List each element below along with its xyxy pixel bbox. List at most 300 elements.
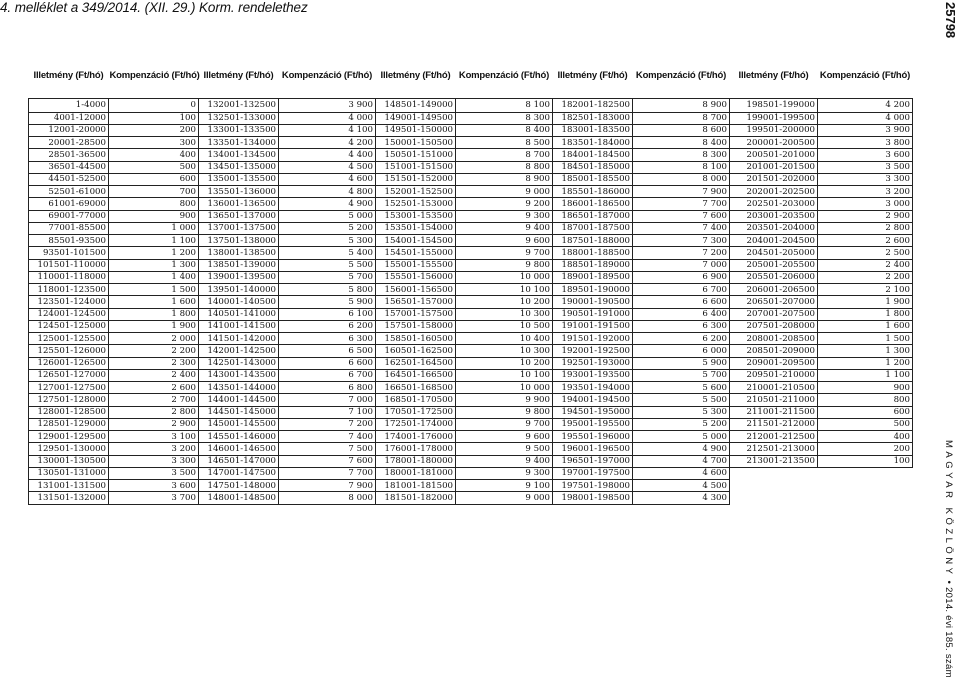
compensation-cell: 8 700 [456, 149, 553, 161]
compensation-cell: 100 [109, 112, 199, 124]
compensation-cell: 2 400 [109, 369, 199, 381]
salary-range-cell: 140501-141000 [199, 308, 279, 320]
salary-range-cell: 186501-187000 [553, 210, 633, 222]
salary-range-cell: 141501-142000 [199, 333, 279, 345]
salary-range-cell: 151001-151500 [376, 161, 456, 173]
salary-range-cell: 182001-182500 [553, 98, 633, 112]
salary-range-cell: 208001-208500 [730, 333, 818, 345]
salary-range-cell: 198501-199000 [730, 98, 818, 112]
compensation-cell: 2 900 [109, 418, 199, 430]
compensation-cell: 8 400 [633, 137, 730, 149]
table-row [29, 308, 913, 320]
compensation-cell: 6 800 [279, 382, 376, 394]
table-row [29, 345, 913, 357]
compensation-cell: 9 300 [456, 210, 553, 222]
compensation-cell: 2 100 [818, 284, 913, 296]
salary-range-cell: 135501-136000 [199, 186, 279, 198]
compensation-cell: 6 700 [633, 284, 730, 296]
compensation-cell: 10 500 [456, 320, 553, 332]
strip-separator: • [943, 580, 954, 585]
compensation-cell: 7 100 [279, 406, 376, 418]
salary-range-cell: 178001-180000 [376, 455, 456, 467]
table-header-row [29, 66, 913, 84]
salary-range-cell: 183001-183500 [553, 124, 633, 136]
salary-range-cell: 137001-137500 [199, 222, 279, 234]
compensation-cell: 7 000 [279, 394, 376, 406]
compensation-cell: 10 000 [456, 382, 553, 394]
compensation-cell: 4 900 [633, 443, 730, 455]
salary-range-cell: 207001-207500 [730, 308, 818, 320]
compensation-cell: 7 000 [633, 259, 730, 271]
compensation-cell: 6 300 [633, 320, 730, 332]
table-row [29, 198, 913, 210]
compensation-cell: 7 700 [279, 467, 376, 479]
compensation-cell: 2 800 [818, 222, 913, 234]
salary-range-cell: 131501-132000 [29, 492, 109, 504]
salary-range-cell: 110001-118000 [29, 271, 109, 283]
compensation-cell: 3 600 [818, 149, 913, 161]
salary-range-cell: 170501-172500 [376, 406, 456, 418]
salary-range-cell: 200001-200500 [730, 137, 818, 149]
salary-range-cell: 139501-140000 [199, 284, 279, 296]
salary-range-cell: 204501-205000 [730, 247, 818, 259]
compensation-cell: 5 700 [633, 369, 730, 381]
column-header: Illetmény (Ft/hó) [33, 69, 104, 81]
compensation-cell: 4 300 [633, 492, 730, 504]
compensation-cell: 7 600 [633, 210, 730, 222]
salary-range-cell: 189001-189500 [553, 271, 633, 283]
salary-range-cell: 209001-209500 [730, 357, 818, 369]
salary-range-cell: 157501-158000 [376, 320, 456, 332]
table-row [29, 418, 913, 430]
table-row [29, 382, 913, 394]
salary-range-cell: 191501-192000 [553, 333, 633, 345]
table-row [29, 222, 913, 234]
compensation-cell: 9 700 [456, 418, 553, 430]
salary-range-cell: 124001-124500 [29, 308, 109, 320]
compensation-cell: 800 [818, 394, 913, 406]
table-row [29, 406, 913, 418]
compensation-cell: 8 600 [633, 124, 730, 136]
compensation-cell: 5 700 [279, 271, 376, 283]
compensation-cell: 1 400 [109, 271, 199, 283]
salary-range-cell: 123501-124000 [29, 296, 109, 308]
compensation-cell: 5 800 [279, 284, 376, 296]
table-row [29, 320, 913, 332]
salary-range-cell: 138001-138500 [199, 247, 279, 259]
column-header: Illetmény (Ft/hó) [557, 69, 628, 81]
salary-range-cell: 207501-208000 [730, 320, 818, 332]
salary-range-cell: 152001-152500 [376, 186, 456, 198]
compensation-cell: 7 200 [279, 418, 376, 430]
compensation-cell: 4 500 [633, 480, 730, 492]
salary-range-cell: 146501-147000 [199, 455, 279, 467]
salary-range-cell: 142001-142500 [199, 345, 279, 357]
compensation-cell: 7 200 [633, 247, 730, 259]
salary-range-cell: 156001-156500 [376, 284, 456, 296]
salary-range-cell: 198001-198500 [553, 492, 633, 504]
salary-range-cell: 210501-211000 [730, 394, 818, 406]
salary-range-cell: 127501-128000 [29, 394, 109, 406]
compensation-cell: 5 400 [279, 247, 376, 259]
compensation-cell: 6 200 [279, 320, 376, 332]
salary-range-cell: 211001-211500 [730, 406, 818, 418]
compensation-cell: 9 500 [456, 443, 553, 455]
compensation-cell: 7 400 [633, 222, 730, 234]
salary-range-cell: 52501-61000 [29, 186, 109, 198]
table-row [29, 210, 913, 222]
compensation-cell: 1 100 [818, 369, 913, 381]
compensation-cell: 4 600 [633, 467, 730, 479]
salary-compensation-table [28, 66, 913, 505]
table-row [29, 247, 913, 259]
compensation-cell: 1 500 [109, 284, 199, 296]
compensation-cell: 1 200 [109, 247, 199, 259]
table-row [29, 467, 913, 479]
salary-range-cell: 69001-77000 [29, 210, 109, 222]
salary-range-cell: 148001-148500 [199, 492, 279, 504]
compensation-cell: 900 [818, 382, 913, 394]
salary-range-cell: 4001-12000 [29, 112, 109, 124]
salary-range-cell: 126501-127000 [29, 369, 109, 381]
table-row [29, 235, 913, 247]
compensation-cell: 10 300 [456, 345, 553, 357]
salary-range-cell: 203501-204000 [730, 222, 818, 234]
table-row [29, 455, 913, 467]
compensation-cell: 1 200 [818, 357, 913, 369]
table-row [29, 259, 913, 271]
salary-range-cell: 206501-207000 [730, 296, 818, 308]
compensation-cell: 1 500 [818, 333, 913, 345]
compensation-cell: 2 400 [818, 259, 913, 271]
compensation-cell: 4 200 [279, 137, 376, 149]
table-row [29, 173, 913, 185]
compensation-cell: 1 800 [109, 308, 199, 320]
salary-range-cell: 196501-197000 [553, 455, 633, 467]
salary-range-cell: 149501-150000 [376, 124, 456, 136]
salary-range-cell: 143501-144000 [199, 382, 279, 394]
salary-range-cell: 208501-209000 [730, 345, 818, 357]
salary-range-cell: 133501-134000 [199, 137, 279, 149]
compensation-cell: 10 100 [456, 369, 553, 381]
salary-range-cell: 184501-185000 [553, 161, 633, 173]
compensation-cell: 9 800 [456, 406, 553, 418]
compensation-cell: 1 600 [818, 320, 913, 332]
salary-range-cell: 118001-123500 [29, 284, 109, 296]
salary-range-cell [730, 480, 818, 492]
table-row [29, 333, 913, 345]
compensation-cell: 10 300 [456, 308, 553, 320]
compensation-cell: 6 900 [633, 271, 730, 283]
compensation-cell: 8 800 [456, 161, 553, 173]
salary-range-cell: 197501-198000 [553, 480, 633, 492]
compensation-cell: 9 200 [456, 198, 553, 210]
salary-range-cell: 134001-134500 [199, 149, 279, 161]
compensation-cell: 7 300 [633, 235, 730, 247]
compensation-cell: 2 600 [109, 382, 199, 394]
compensation-cell [818, 480, 913, 492]
compensation-cell: 2 300 [109, 357, 199, 369]
salary-range-cell: 186001-186500 [553, 198, 633, 210]
salary-range-cell [730, 467, 818, 479]
salary-range-cell: 136501-137000 [199, 210, 279, 222]
salary-range-cell: 162501-164500 [376, 357, 456, 369]
salary-range-cell: 147501-148000 [199, 480, 279, 492]
compensation-cell: 6 300 [279, 333, 376, 345]
column-header: Illetmény (Ft/hó) [380, 69, 451, 81]
column-header: Kompenzáció (Ft/hó) [458, 69, 550, 81]
compensation-cell: 8 000 [279, 492, 376, 504]
salary-range-cell: 190501-191000 [553, 308, 633, 320]
compensation-cell: 2 900 [818, 210, 913, 222]
salary-range-cell: 147001-147500 [199, 467, 279, 479]
compensation-cell: 4 200 [818, 98, 913, 112]
compensation-cell: 8 900 [456, 173, 553, 185]
compensation-cell: 6 600 [633, 296, 730, 308]
issue-label: 2014. évi 185. szám [943, 587, 954, 678]
salary-range-cell: 150001-150500 [376, 137, 456, 149]
salary-range-cell: 164501-166500 [376, 369, 456, 381]
table-row [29, 137, 913, 149]
compensation-cell: 8 100 [633, 161, 730, 173]
compensation-cell: 1 300 [109, 259, 199, 271]
compensation-cell: 9 400 [456, 455, 553, 467]
salary-range-cell: 172501-174000 [376, 418, 456, 430]
salary-range-cell: 189501-190000 [553, 284, 633, 296]
salary-range-cell: 132501-133000 [199, 112, 279, 124]
salary-range-cell: 199001-199500 [730, 112, 818, 124]
compensation-cell: 2 200 [109, 345, 199, 357]
salary-range-cell: 85501-93500 [29, 235, 109, 247]
table-row [29, 443, 913, 455]
salary-range-cell: 187001-187500 [553, 222, 633, 234]
table-row [29, 149, 913, 161]
salary-range-cell: 166501-168500 [376, 382, 456, 394]
salary-range-cell: 206001-206500 [730, 284, 818, 296]
salary-range-cell: 148501-149000 [376, 98, 456, 112]
compensation-cell: 200 [109, 124, 199, 136]
compensation-cell: 1 300 [818, 345, 913, 357]
column-header: Kompenzáció (Ft/hó) [281, 69, 373, 81]
table-row [29, 394, 913, 406]
salary-range-cell: 20001-28500 [29, 137, 109, 149]
compensation-cell: 10 100 [456, 284, 553, 296]
salary-range-cell: 156501-157000 [376, 296, 456, 308]
table-row [29, 284, 913, 296]
salary-range-cell: 61001-69000 [29, 198, 109, 210]
journal-name: MAGYAR KÖZLÖNY [943, 440, 954, 578]
salary-range-cell: 126001-126500 [29, 357, 109, 369]
table-row [29, 186, 913, 198]
salary-range-cell: 1-4000 [29, 98, 109, 112]
compensation-cell: 3 300 [818, 173, 913, 185]
salary-range-cell: 153001-153500 [376, 210, 456, 222]
compensation-cell: 3 300 [109, 455, 199, 467]
salary-range-cell: 201001-201500 [730, 161, 818, 173]
salary-range-cell: 180001-181000 [376, 467, 456, 479]
salary-range-cell: 200501-201000 [730, 149, 818, 161]
compensation-cell: 9 000 [456, 492, 553, 504]
compensation-cell: 3 200 [818, 186, 913, 198]
compensation-cell: 500 [818, 418, 913, 430]
compensation-cell: 6 700 [279, 369, 376, 381]
salary-range-cell: 77001-85500 [29, 222, 109, 234]
salary-range-cell: 150501-151000 [376, 149, 456, 161]
table-row [29, 492, 913, 504]
compensation-cell: 10 200 [456, 296, 553, 308]
salary-range-cell: 154001-154500 [376, 235, 456, 247]
compensation-cell: 100 [818, 455, 913, 467]
column-header: Illetmény (Ft/hó) [203, 69, 274, 81]
salary-range-cell: 145501-146000 [199, 431, 279, 443]
compensation-cell: 600 [818, 406, 913, 418]
salary-range-cell: 194501-195000 [553, 406, 633, 418]
salary-range-cell: 144501-145000 [199, 406, 279, 418]
table-row [29, 369, 913, 381]
compensation-cell: 900 [109, 210, 199, 222]
compensation-cell: 6 100 [279, 308, 376, 320]
compensation-cell: 6 500 [279, 345, 376, 357]
compensation-cell: 3 900 [818, 124, 913, 136]
salary-range-cell: 185001-185500 [553, 173, 633, 185]
compensation-cell: 8 500 [456, 137, 553, 149]
column-header: Kompenzáció (Ft/hó) [109, 69, 200, 81]
salary-range-cell: 190001-190500 [553, 296, 633, 308]
compensation-cell: 3 100 [109, 431, 199, 443]
compensation-cell: 8 300 [633, 149, 730, 161]
compensation-cell: 4 000 [818, 112, 913, 124]
salary-range-cell: 133001-133500 [199, 124, 279, 136]
compensation-cell: 5 200 [633, 418, 730, 430]
compensation-cell: 4 400 [279, 149, 376, 161]
salary-range-cell: 192501-193000 [553, 357, 633, 369]
salary-range-cell: 125501-126000 [29, 345, 109, 357]
salary-range-cell: 199501-200000 [730, 124, 818, 136]
compensation-cell: 5 900 [633, 357, 730, 369]
compensation-cell: 1 000 [109, 222, 199, 234]
column-header: Kompenzáció (Ft/hó) [635, 69, 727, 81]
salary-range-cell: 130501-131000 [29, 467, 109, 479]
salary-range-cell: 174001-176000 [376, 431, 456, 443]
salary-range-cell: 158501-160500 [376, 333, 456, 345]
compensation-cell: 8 900 [633, 98, 730, 112]
salary-range-cell: 139001-139500 [199, 271, 279, 283]
compensation-cell: 9 100 [456, 480, 553, 492]
salary-range-cell: 195501-196000 [553, 431, 633, 443]
salary-range-cell: 191001-191500 [553, 320, 633, 332]
table-row [29, 296, 913, 308]
compensation-cell: 10 400 [456, 333, 553, 345]
table-row [29, 271, 913, 283]
salary-range-cell: 143001-143500 [199, 369, 279, 381]
document-header: 4. melléklet a 349/2014. (XII. 29.) Korm. rendelethez [0, 0, 308, 15]
salary-range-cell: 202001-202500 [730, 186, 818, 198]
compensation-cell: 0 [109, 98, 199, 112]
compensation-cell: 9 400 [456, 222, 553, 234]
salary-range-cell: 134501-135000 [199, 161, 279, 173]
table-row [29, 112, 913, 124]
compensation-cell: 3 500 [818, 161, 913, 173]
salary-range-cell: 195001-195500 [553, 418, 633, 430]
compensation-cell: 7 600 [279, 455, 376, 467]
salary-range-cell: 137501-138000 [199, 235, 279, 247]
salary-range-cell: 182501-183000 [553, 112, 633, 124]
compensation-cell: 6 000 [633, 345, 730, 357]
salary-range-cell: 157001-157500 [376, 308, 456, 320]
compensation-cell: 4 900 [279, 198, 376, 210]
salary-range-cell: 151501-152000 [376, 173, 456, 185]
salary-range-cell: 128501-129000 [29, 418, 109, 430]
column-header: Kompenzáció (Ft/hó) [819, 69, 911, 81]
salary-range-cell: 184001-184500 [553, 149, 633, 161]
salary-range-cell: 132001-132500 [199, 98, 279, 112]
compensation-cell: 400 [109, 149, 199, 161]
salary-range-cell: 129501-130000 [29, 443, 109, 455]
compensation-cell: 9 600 [456, 431, 553, 443]
salary-range-cell: 185501-186000 [553, 186, 633, 198]
compensation-cell: 2 500 [818, 247, 913, 259]
salary-range-cell: 197001-197500 [553, 467, 633, 479]
compensation-cell: 8 000 [633, 173, 730, 185]
compensation-cell: 1 100 [109, 235, 199, 247]
compensation-cell: 1 800 [818, 308, 913, 320]
compensation-cell: 10 000 [456, 271, 553, 283]
compensation-cell: 3 200 [109, 443, 199, 455]
salary-range-cell: 203001-203500 [730, 210, 818, 222]
table-row [29, 124, 913, 136]
compensation-cell: 1 600 [109, 296, 199, 308]
compensation-cell: 4 100 [279, 124, 376, 136]
salary-range-cell: 28501-36500 [29, 149, 109, 161]
compensation-cell: 9 700 [456, 247, 553, 259]
salary-range-cell: 188501-189000 [553, 259, 633, 271]
salary-range-cell: 130001-130500 [29, 455, 109, 467]
compensation-cell [818, 467, 913, 479]
compensation-cell: 500 [109, 161, 199, 173]
journal-side-strip [943, 440, 954, 678]
compensation-cell: 5 500 [279, 259, 376, 271]
compensation-cell: 9 800 [456, 259, 553, 271]
compensation-cell: 5 300 [279, 235, 376, 247]
salary-range-cell: 127001-127500 [29, 382, 109, 394]
table-row [29, 480, 913, 492]
salary-range-cell: 194001-194500 [553, 394, 633, 406]
salary-range-cell: 125001-125500 [29, 333, 109, 345]
compensation-cell: 3 900 [279, 98, 376, 112]
compensation-cell: 3 800 [818, 137, 913, 149]
salary-range-cell: 212501-213000 [730, 443, 818, 455]
compensation-cell: 10 200 [456, 357, 553, 369]
compensation-cell: 9 900 [456, 394, 553, 406]
compensation-cell: 700 [109, 186, 199, 198]
salary-range-cell: 201501-202000 [730, 173, 818, 185]
salary-range-cell: 176001-178000 [376, 443, 456, 455]
salary-range-cell: 138501-139000 [199, 259, 279, 271]
salary-range-cell: 154501-155000 [376, 247, 456, 259]
compensation-cell: 5 500 [633, 394, 730, 406]
salary-range-cell [730, 492, 818, 504]
salary-range-cell: 193501-194000 [553, 382, 633, 394]
compensation-cell: 2 800 [109, 406, 199, 418]
table-row [29, 357, 913, 369]
salary-range-cell: 205001-205500 [730, 259, 818, 271]
salary-range-cell: 212001-212500 [730, 431, 818, 443]
compensation-cell: 2 200 [818, 271, 913, 283]
compensation-cell: 9 600 [456, 235, 553, 247]
salary-range-cell: 192001-192500 [553, 345, 633, 357]
compensation-cell: 5 900 [279, 296, 376, 308]
salary-range-cell: 93501-101500 [29, 247, 109, 259]
